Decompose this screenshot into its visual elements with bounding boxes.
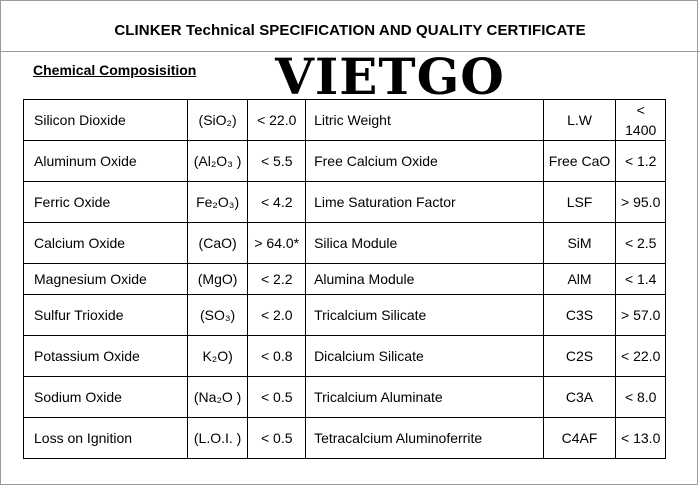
table-row bbox=[24, 264, 666, 295]
component-limit: < 0.5 bbox=[248, 377, 306, 418]
component-formula: Fe₂O₃) bbox=[187, 182, 248, 223]
component-limit: < 0.8 bbox=[248, 336, 306, 377]
component-name: Sodium Oxide bbox=[24, 377, 188, 418]
parameter-name: Dicalcium Silicate bbox=[306, 336, 544, 377]
parameter-abbr: Free CaO bbox=[543, 141, 616, 182]
component-name: Silicon Dioxide bbox=[24, 100, 188, 141]
component-formula: (Al₂O₃ ) bbox=[187, 141, 248, 182]
parameter-value: < 1400 bbox=[616, 100, 666, 141]
table-row bbox=[24, 100, 666, 141]
parameter-name: Tricalcium Silicate bbox=[306, 295, 544, 336]
component-formula: (SO₃) bbox=[187, 295, 248, 336]
table-row bbox=[24, 377, 666, 418]
parameter-name: Free Calcium Oxide bbox=[306, 141, 544, 182]
specification-table bbox=[23, 99, 666, 459]
component-formula: (L.O.I. ) bbox=[187, 418, 248, 459]
parameter-abbr: AlM bbox=[543, 264, 616, 295]
parameter-abbr: C2S bbox=[543, 336, 616, 377]
table-row bbox=[24, 295, 666, 336]
component-limit: < 2.2 bbox=[248, 264, 306, 295]
parameter-name: Tricalcium Aluminate bbox=[306, 377, 544, 418]
parameter-abbr: C4AF bbox=[543, 418, 616, 459]
component-name: Calcium Oxide bbox=[24, 223, 188, 264]
parameter-name: Litric Weight bbox=[306, 100, 544, 141]
parameter-value: > 95.0 bbox=[616, 182, 666, 223]
section-heading: Chemical Composisition bbox=[33, 62, 197, 78]
parameter-name: Alumina Module bbox=[306, 264, 544, 295]
parameter-value: < 13.0 bbox=[616, 418, 666, 459]
document-title: CLINKER Technical SPECIFICATION AND QUALITY CERTIFICATE bbox=[114, 22, 586, 39]
parameter-name: Tetracalcium Aluminoferrite bbox=[306, 418, 544, 459]
component-limit: < 2.0 bbox=[248, 295, 306, 336]
table-row bbox=[24, 336, 666, 377]
component-limit: < 5.5 bbox=[248, 141, 306, 182]
component-name: Aluminum Oxide bbox=[24, 141, 188, 182]
component-name: Sulfur Trioxide bbox=[24, 295, 188, 336]
table-row bbox=[24, 141, 666, 182]
parameter-value: < 2.5 bbox=[616, 223, 666, 264]
parameter-value: < 8.0 bbox=[616, 377, 666, 418]
parameter-value: > 57.0 bbox=[616, 295, 666, 336]
component-name: Ferric Oxide bbox=[24, 182, 188, 223]
parameter-name: Silica Module bbox=[306, 223, 544, 264]
parameter-name: Lime Saturation Factor bbox=[306, 182, 544, 223]
component-formula: K₂O) bbox=[187, 336, 248, 377]
component-formula: (SiO₂) bbox=[187, 100, 248, 141]
table-row bbox=[24, 418, 666, 459]
parameter-value: < 22.0 bbox=[616, 336, 666, 377]
parameter-abbr: SiM bbox=[543, 223, 616, 264]
component-formula: (CaO) bbox=[187, 223, 248, 264]
component-name: Magnesium Oxide bbox=[24, 264, 188, 295]
parameter-abbr: L.W bbox=[543, 100, 616, 141]
parameter-abbr: C3A bbox=[543, 377, 616, 418]
table-row bbox=[24, 223, 666, 264]
component-limit: > 64.0* bbox=[248, 223, 306, 264]
brand-watermark: VIETGO bbox=[275, 47, 505, 106]
component-limit: < 22.0 bbox=[248, 100, 306, 141]
component-limit: < 4.2 bbox=[248, 182, 306, 223]
parameter-value: < 1.4 bbox=[616, 264, 666, 295]
component-name: Loss on Ignition bbox=[24, 418, 188, 459]
component-limit: < 0.5 bbox=[248, 418, 306, 459]
parameter-abbr: LSF bbox=[543, 182, 616, 223]
component-formula: (MgO) bbox=[187, 264, 248, 295]
component-formula: (Na₂O ) bbox=[187, 377, 248, 418]
table-row bbox=[24, 182, 666, 223]
parameter-abbr: C3S bbox=[543, 295, 616, 336]
parameter-value: < 1.2 bbox=[616, 141, 666, 182]
component-name: Potassium Oxide bbox=[24, 336, 188, 377]
